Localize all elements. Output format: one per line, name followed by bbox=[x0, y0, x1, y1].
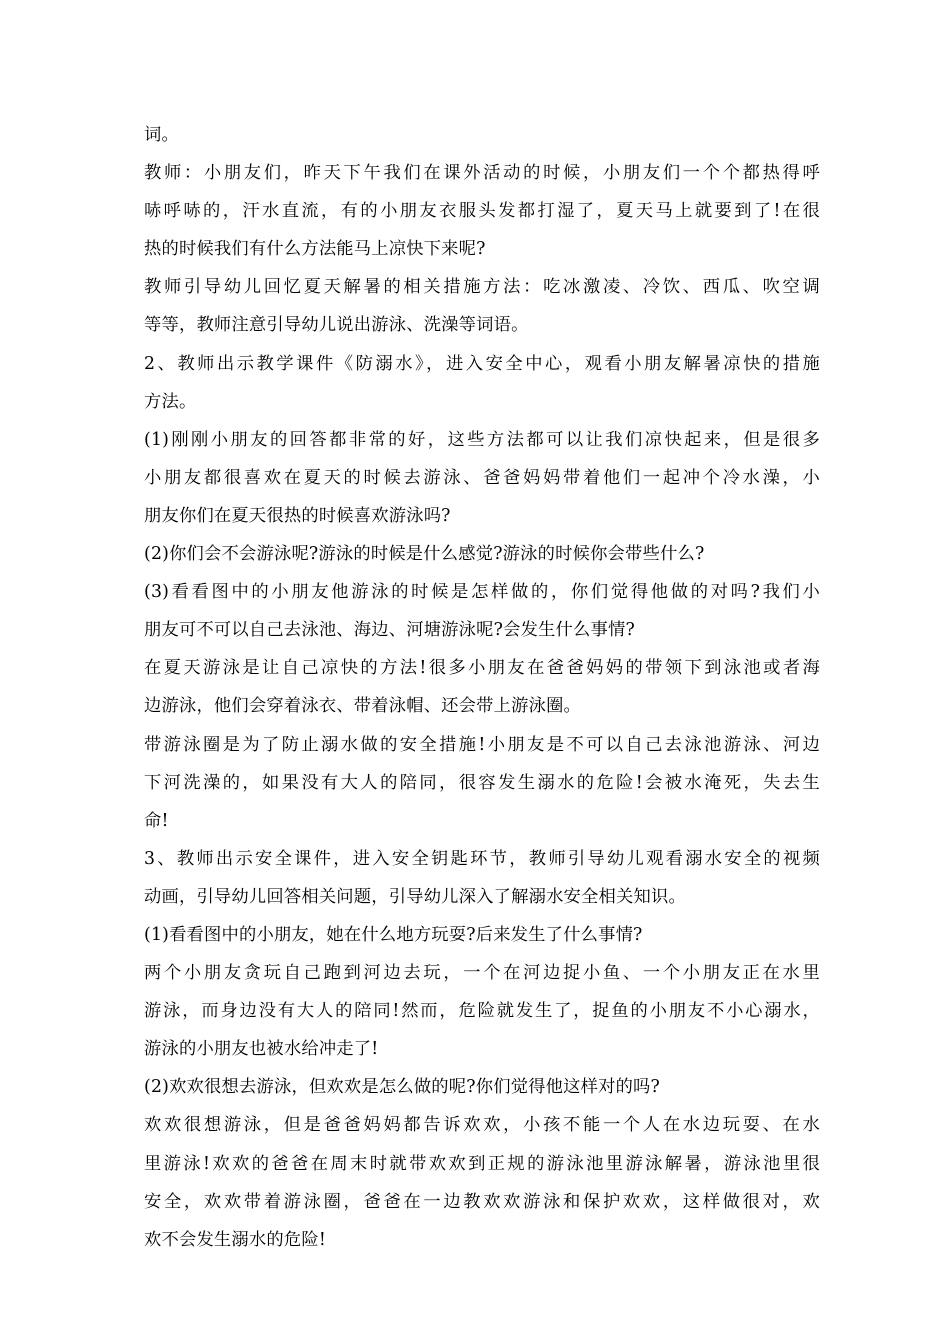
text-line: 下河洗澡的，如果没有大人的陪同，很容发生溺水的危险!会被水淹死，失去生 bbox=[144, 772, 820, 793]
text-line: 朋友你们在夏天很热的时候喜欢游泳吗? bbox=[144, 505, 451, 526]
text-line: 等等，教师注意引导幼儿说出游泳、洗澡等词语。 bbox=[144, 315, 529, 336]
text-line: (2)你们会不会游泳呢?游泳的时候是什么感觉?游泳的时候你会带些什么? bbox=[144, 544, 705, 565]
text-line: 动画，引导幼儿回答相关问题，引导幼儿深入了解溺水安全相关知识。 bbox=[144, 886, 686, 907]
text-line: 里游泳!欢欢的爸爸在周末时就带欢欢到正规的游泳池里游泳解暑，游泳池里很 bbox=[144, 1153, 820, 1174]
text-line: 热的时候我们有什么方法能马上凉快下来呢? bbox=[144, 239, 486, 260]
text-line: 小朋友都很喜欢在夏天的时候去游泳、爸爸妈妈带着他们一起冲个冷水澡，小 bbox=[144, 467, 820, 488]
text-line: 命! bbox=[144, 810, 169, 831]
text-line: 带游泳圈是为了防止溺水做的安全措施!小朋友是不可以自己去泳池游泳、河边 bbox=[144, 734, 820, 755]
text-line: (2)欢欢很想去游泳，但欢欢是怎么做的呢?你们觉得他这样对的吗? bbox=[144, 1077, 661, 1098]
text-line: 方法。 bbox=[144, 391, 197, 412]
text-line: 安全，欢欢带着游泳圈，爸爸在一边教欢欢游泳和保护欢欢，这样做很对，欢 bbox=[144, 1191, 820, 1212]
text-line: (1)看看图中的小朋友，她在什么地方玩耍?后来发生了什么事情? bbox=[144, 924, 643, 945]
text-line: 教师：小朋友们，昨天下午我们在课外活动的时候，小朋友们一个个都热得呼 bbox=[144, 163, 820, 184]
text-line: (1)刚刚小朋友的回答都非常的好，这些方法都可以让我们凉快起来，但是很多 bbox=[144, 429, 820, 450]
text-line: 3、教师出示安全课件，进入安全钥匙环节，教师引导幼儿观看溺水安全的视频 bbox=[144, 848, 820, 869]
text-line: 欢不会发生溺水的危险! bbox=[144, 1229, 326, 1250]
text-line: 游泳，而身边没有大人的陪同!然而，危险就发生了，捉鱼的小朋友不小心溺水， bbox=[144, 1001, 820, 1022]
text-line: 在夏天游泳是让自己凉快的方法!很多小朋友在爸爸妈妈的带领下到泳池或者海 bbox=[144, 658, 820, 679]
text-line: 教师引导幼儿回忆夏天解暑的相关措施方法：吃冰激凌、冷饮、西瓜、吹空调 bbox=[144, 277, 820, 298]
document-page bbox=[144, 116, 820, 1259]
text-line: 朋友可不可以自己去泳池、海边、河塘游泳呢?会发生什么事情? bbox=[144, 620, 635, 641]
text-line: 欢欢很想游泳，但是爸爸妈妈都告诉欢欢，小孩不能一个人在水边玩耍、在水 bbox=[144, 1115, 820, 1136]
text-line: 两个小朋友贪玩自己跑到河边去玩，一个在河边捉小鱼、一个小朋友正在水里 bbox=[144, 963, 820, 984]
text-line: (3)看看图中的小朋友他游泳的时候是怎样做的，你们觉得他做的对吗?我们小 bbox=[144, 582, 820, 603]
text-line: 边游泳，他们会穿着泳衣、带着泳帽、还会带上游泳圈。 bbox=[144, 696, 582, 717]
text-line: 哧呼哧的，汗水直流，有的小朋友衣服头发都打湿了，夏天马上就要到了!在很 bbox=[144, 201, 820, 222]
text-line: 2、教师出示教学课件《防溺水》，进入安全中心，观看小朋友解暑凉快的措施 bbox=[144, 353, 820, 374]
text-line: 游泳的小朋友也被水给冲走了! bbox=[144, 1039, 379, 1060]
text-line: 词。 bbox=[144, 125, 179, 145]
